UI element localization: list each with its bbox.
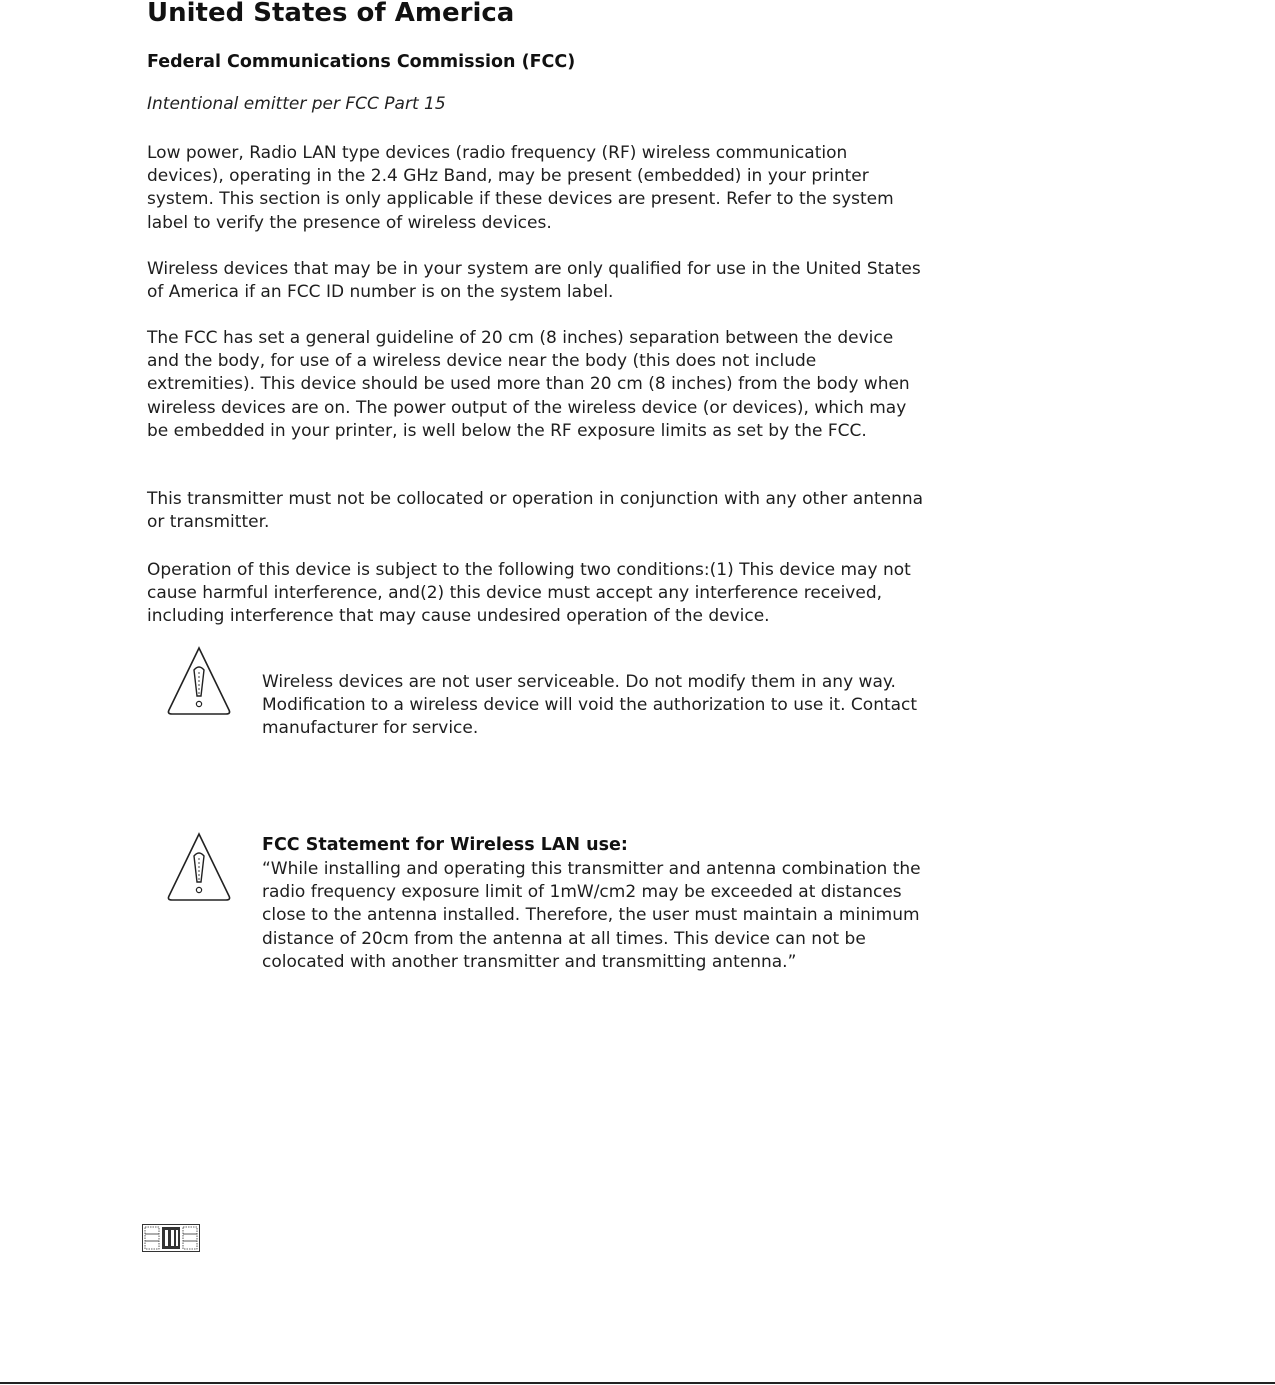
fcc-statement-text: “While installing and operating this transmitter and antenna combination the radio frequency exposure limit of 1mW/cm2 may be exceeded at distances close to the antenna installed. Therefore, the user must maintain a minimum distance of 20cm from the antenna at all times. This device can not be colocated with another transmitter and transmitting antenna.”	[262, 859, 921, 972]
warning-triangle-icon	[163, 644, 235, 718]
fcc-statement-title: FCC Statement for Wireless LAN use:	[262, 835, 628, 855]
bottom-border-rule	[0, 1382, 1275, 1384]
paragraph-rf-devices: Low power, Radio LAN type devices (radio frequency (RF) wireless communication devices), operating in the 2.4 GHz Band, may be present (embedded) in your printer system. This section is only applicable if these devices are present. Refer to the system label to verify the presence of wireless devices.	[147, 143, 894, 233]
warning-not-serviceable-text: Wireless devices are not user serviceable. Do not modify them in any way. Modification to a wireless device will void the authorization to use it. Contact manufacturer for service.	[262, 672, 918, 739]
paragraph-fcc-id: Wireless devices that may be in your system are only qualified for use in the United States of America if an FCC ID number is on the system label.	[147, 259, 921, 303]
paragraph-operation-conditions: Operation of this device is subject to the following two conditions:(1) This device may not cause harmful interference, and(2) this device must accept any interference received, including interference that may cause undesired operation of the device.	[147, 560, 911, 627]
section-subtitle: Federal Communications Commission (FCC)	[147, 52, 576, 72]
page-logo-icon	[142, 1224, 200, 1252]
paragraph-collocation: This transmitter must not be collocated or operation in conjunction with any other antenna or transmitter.	[147, 489, 924, 533]
page-title: United States of America	[147, 0, 515, 28]
warning-triangle-icon	[163, 830, 235, 904]
paragraph-separation-guideline: The FCC has set a general guideline of 20 cm (8 inches) separation between the device and the body, for use of a wireless device near the body (this does not include extremities). This device should be used more than 20 cm (8 inches) from the body when wireless devices are on. The power output of the wireless device (or devices), which may be embedded in your printer, is well below the RF exposure limits as set by the FCC.	[147, 328, 910, 441]
intro-italic-line: Intentional emitter per FCC Part 15	[147, 94, 446, 114]
